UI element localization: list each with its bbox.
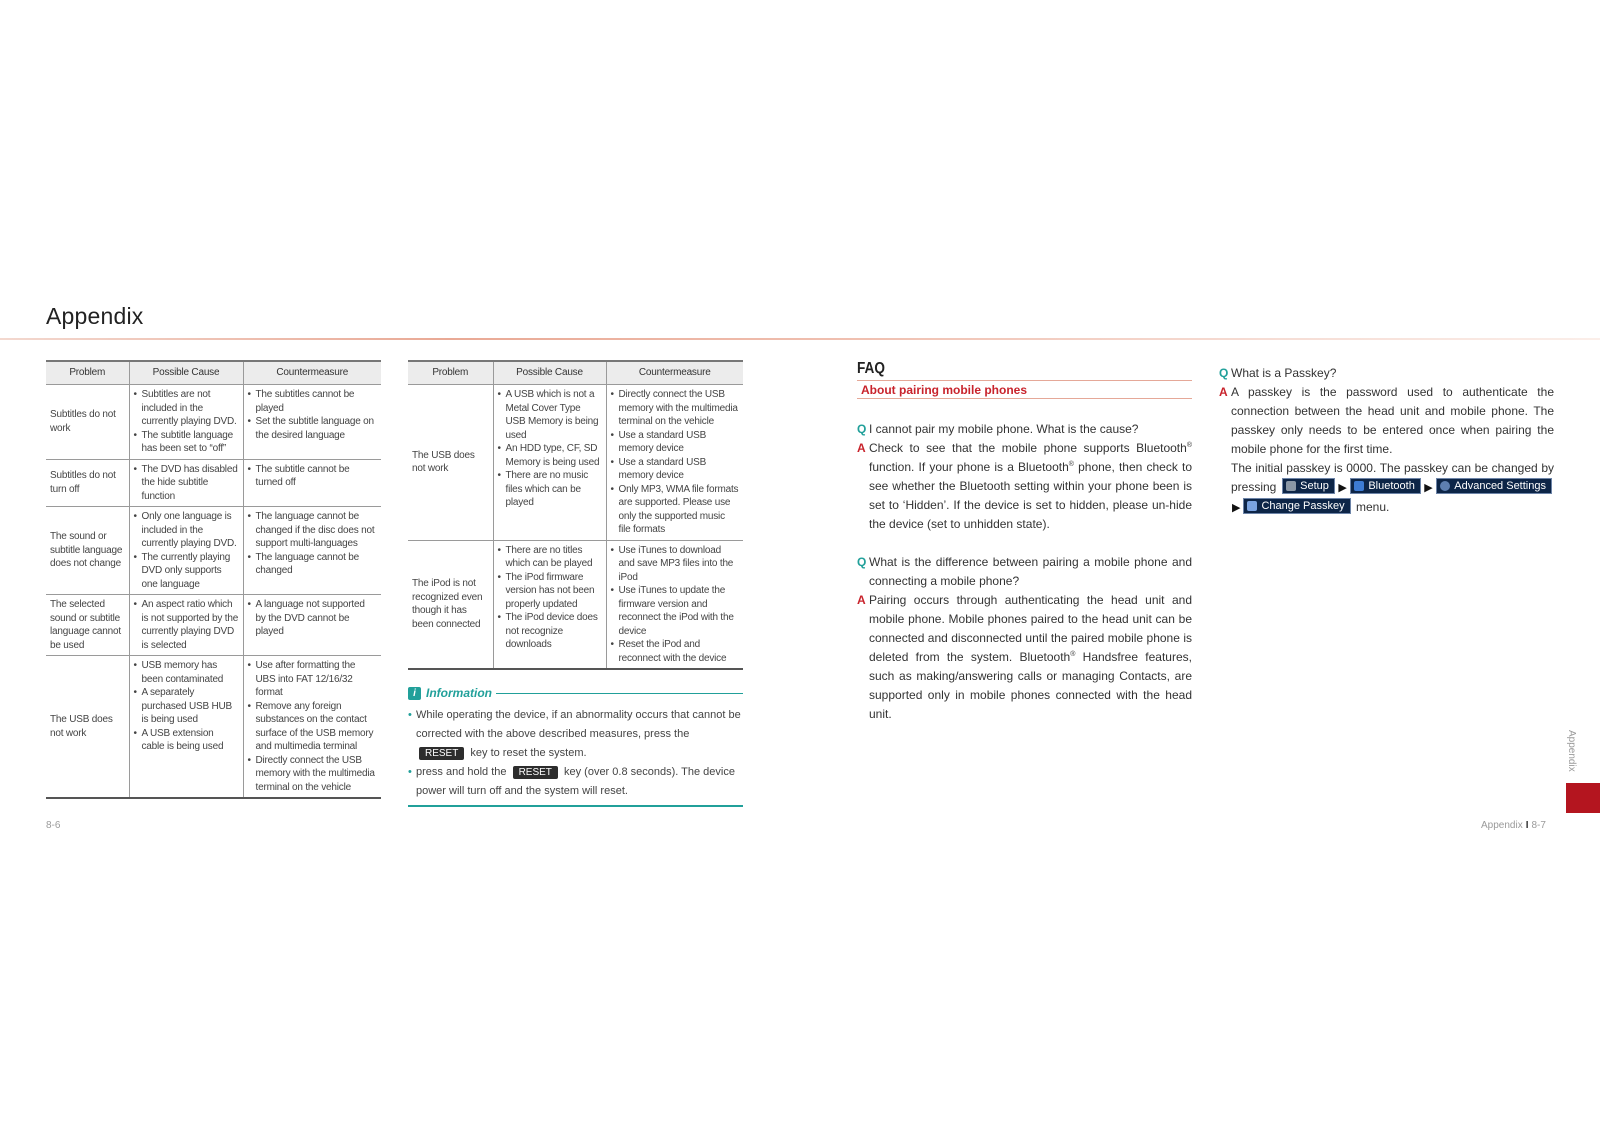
- page-footer-number: 8-7: [1531, 820, 1546, 831]
- arrow-right-icon: ▶: [1232, 502, 1241, 514]
- bullet-item: • There are no music files which can be played: [498, 469, 602, 510]
- answer-mark: A: [1219, 385, 1228, 399]
- bullet-item: • The subtitle cannot be turned off: [248, 463, 378, 490]
- information-list: [408, 706, 743, 801]
- bullet-item: • Subtitles are not included in the currently playing DVD.: [134, 388, 239, 429]
- table-header-cause: Possible Cause: [493, 361, 606, 385]
- problem-cell: The USB does not work: [46, 656, 129, 799]
- menu-chip-label: Advanced Settings: [1454, 480, 1546, 492]
- bullet-item: • USB memory has been contaminated: [134, 659, 239, 686]
- problem-cell: Subtitles do not turn off: [46, 459, 129, 507]
- bullet-item: • Only MP3, WMA file formats are supported. Please use only the supported music file formats: [611, 483, 740, 537]
- arrow-right-icon: ▶: [1423, 482, 1434, 494]
- faq-question: [1219, 364, 1554, 383]
- table-row: [408, 385, 743, 541]
- bluetooth-icon: [1354, 481, 1364, 491]
- bullet-item: • An aspect ratio which is not supported by the currently playing DVD is selected: [134, 598, 239, 652]
- information-text: key (over 0.8 seconds). The device power will turn off and the system will reset.: [416, 766, 735, 797]
- registered-mark: ®: [1186, 442, 1192, 449]
- answer-text: Check to see that the mobile phone supports Bluetooth: [869, 441, 1187, 455]
- registered-mark: ®: [1068, 461, 1074, 468]
- table-header-cause: Possible Cause: [129, 361, 243, 385]
- table-row: [46, 507, 381, 595]
- problem-cell: The USB does not work: [408, 385, 493, 541]
- faq-title: FAQ: [857, 360, 885, 377]
- question-text: I cannot pair my mobile phone. What is the cause?: [869, 422, 1139, 436]
- cause-cell: [129, 507, 243, 595]
- table-row: [46, 459, 381, 507]
- answer-mark: A: [857, 441, 866, 455]
- question-mark: Q: [857, 422, 867, 436]
- faq-question: [857, 553, 1192, 591]
- bullet-item: • Only one language is included in the currently playing DVD.: [134, 510, 239, 551]
- answer-text: phone, then check to see whether the Bluetooth setting within your phone been is set to ‘Hidden’. If the device is set to hidden, please un-hide the device (set to unhidden state).: [869, 460, 1192, 531]
- menu-chip-label: Change Passkey: [1261, 500, 1345, 512]
- bullet-item: • A language not supported by the DVD cannot be played: [248, 598, 378, 639]
- troubleshooting-table-left: [46, 360, 381, 799]
- table-header-countermeasure: Countermeasure: [606, 361, 743, 385]
- table-header-problem: Problem: [46, 361, 129, 385]
- question-text: What is a Passkey?: [1231, 366, 1337, 380]
- divider: [496, 693, 743, 694]
- menu-chip-label: Bluetooth: [1368, 480, 1415, 492]
- bullet-item: • Directly connect the USB memory with the multimedia terminal on the vehicle: [611, 388, 740, 429]
- bullet-item: • Use iTunes to update the firmware version and reconnect the iPod with the device: [611, 584, 740, 638]
- cause-cell: [129, 459, 243, 507]
- countermeasure-cell: [243, 656, 381, 799]
- problem-cell: The selected sound or subtitle language cannot be used: [46, 595, 129, 656]
- table-row: [46, 385, 381, 460]
- table-header-problem: Problem: [408, 361, 493, 385]
- bullet-item: • The currently playing DVD only supports one language: [134, 551, 239, 592]
- page-number-right: [1481, 820, 1546, 831]
- question-text: What is the difference between pairing a mobile phone and connecting a mobile phone?: [869, 555, 1192, 588]
- side-tab-marker: [1566, 783, 1600, 813]
- bullet-item: • Set the subtitle language on the desired language: [248, 415, 378, 442]
- faq-answer: [1219, 383, 1554, 459]
- countermeasure-cell: [606, 385, 743, 541]
- answer-text: function. If your phone is a Bluetooth: [869, 460, 1069, 474]
- reset-key: RESET: [513, 766, 558, 779]
- faq-subtitle: About pairing mobile phones: [861, 383, 1027, 397]
- answer-text: menu.: [1355, 500, 1390, 514]
- answer-text: The initial passkey is 0000. The passkey can be changed by pressing: [1231, 461, 1554, 494]
- information-title: Information: [426, 686, 492, 700]
- bullet-item: • Use a standard USB memory device: [611, 429, 740, 456]
- bullet-item: • The subtitles cannot be played: [248, 388, 378, 415]
- cause-cell: [129, 656, 243, 799]
- bullet-item: • A USB extension cable is being used: [134, 727, 239, 754]
- menu-chip-advanced-settings: [1436, 478, 1552, 494]
- arrow-right-icon: ▶: [1337, 482, 1348, 494]
- countermeasure-cell: [243, 385, 381, 460]
- divider: [408, 805, 743, 807]
- answer-text: Pairing occurs through authenticating the head unit and mobile phone. Mobile phones paired to the head unit can be connected and disconnected until the paired mobile phone is deleted from the system. Bluetooth: [869, 593, 1192, 664]
- bullet-item: • There are no titles which can be played: [498, 544, 602, 571]
- faq-column-right: [1219, 364, 1554, 518]
- bullet-item: • The iPod device does not recognize downloads: [498, 611, 602, 652]
- title-rule: [0, 338, 1600, 340]
- bullet-item: • The language cannot be changed: [248, 551, 378, 578]
- question-mark: Q: [1219, 366, 1229, 380]
- menu-chip-label: Setup: [1300, 480, 1329, 492]
- bullet-item: • The subtitle language has been set to “off”: [134, 429, 239, 456]
- information-text: press and hold the: [416, 766, 507, 778]
- table-row: [408, 540, 743, 669]
- bullet-item: • A separately purchased USB HUB is being used: [134, 686, 239, 727]
- faq-answer-continued: [1219, 459, 1554, 518]
- information-item: [408, 706, 743, 763]
- bullet-item: • An HDD type, CF, SD Memory is being used: [498, 442, 602, 469]
- countermeasure-cell: [243, 459, 381, 507]
- bullet-item: • Directly connect the USB memory with the multimedia terminal on the vehicle: [248, 754, 378, 795]
- page-footer-label: Appendix: [1481, 820, 1523, 831]
- divider: [857, 380, 1192, 381]
- setup-icon: [1286, 481, 1296, 491]
- answer-text: Handsfree features, such as making/answering calls or managing Contacts, are supported only in mobile phones connected with the head unit.: [869, 650, 1192, 721]
- information-item: [408, 763, 743, 801]
- registered-mark: ®: [1070, 651, 1076, 658]
- question-mark: Q: [857, 555, 867, 569]
- information-text: While operating the device, if an abnormality occurs that cannot be corrected with the above described measures, press the: [416, 709, 741, 740]
- table-row: [46, 656, 381, 799]
- information-text: key to reset the system.: [470, 747, 587, 759]
- countermeasure-cell: [606, 540, 743, 669]
- bullet-item: • Use a standard USB memory device: [611, 456, 740, 483]
- problem-cell: Subtitles do not work: [46, 385, 129, 460]
- bullet-item: • Use iTunes to download and save MP3 files into the iPod: [611, 544, 740, 585]
- lock-icon: [1247, 501, 1257, 511]
- bullet-item: • Use after formatting the UBS into FAT 12/16/32 format: [248, 659, 378, 700]
- cause-cell: [129, 595, 243, 656]
- answer-mark: A: [857, 593, 866, 607]
- menu-chip-change-passkey: [1243, 498, 1350, 514]
- countermeasure-cell: [243, 595, 381, 656]
- bullet-item: • The language cannot be changed if the disc does not support multi-languages: [248, 510, 378, 551]
- bullet-item: • The iPod firmware version has not been properly updated: [498, 571, 602, 612]
- divider: [857, 398, 1192, 399]
- countermeasure-cell: [243, 507, 381, 595]
- menu-chip-setup: [1282, 478, 1335, 494]
- bullet-item: • A USB which is not a Metal Cover Type USB Memory is being used: [498, 388, 602, 442]
- page-title: Appendix: [46, 303, 144, 329]
- side-tab-label: Appendix: [1566, 730, 1577, 772]
- faq-column-left: [857, 420, 1192, 724]
- information-box: [408, 686, 743, 807]
- faq-answer: [857, 591, 1192, 724]
- bullet-item: • The DVD has disabled the hide subtitle function: [134, 463, 239, 504]
- cause-cell: [129, 385, 243, 460]
- reset-key: RESET: [419, 747, 464, 760]
- problem-cell: The sound or subtitle language does not change: [46, 507, 129, 595]
- information-header: [408, 686, 743, 700]
- page-number-left: 8-6: [46, 820, 61, 831]
- page-footer-separator: I: [1525, 820, 1529, 831]
- problem-cell: The iPod is not recognized even though it has been connected: [408, 540, 493, 669]
- bullet-item: • Reset the iPod and reconnect with the device: [611, 638, 740, 665]
- troubleshooting-table-right: [408, 360, 743, 670]
- bullet-item: • Remove any foreign substances on the contact surface of the USB memory and multimedia terminal: [248, 700, 378, 754]
- table-header-countermeasure: Countermeasure: [243, 361, 381, 385]
- table-row: [46, 595, 381, 656]
- info-icon: i: [408, 687, 421, 700]
- advanced-settings-icon: [1440, 481, 1450, 491]
- menu-chip-bluetooth: [1350, 478, 1420, 494]
- faq-question: [857, 420, 1192, 439]
- faq-answer: [857, 439, 1192, 534]
- cause-cell: [493, 385, 606, 541]
- cause-cell: [493, 540, 606, 669]
- answer-text: A passkey is the password used to authenticate the connection between the head unit and mobile phone. The passkey only needs to be entered once when pairing the mobile phone for the first time.: [1231, 385, 1554, 456]
